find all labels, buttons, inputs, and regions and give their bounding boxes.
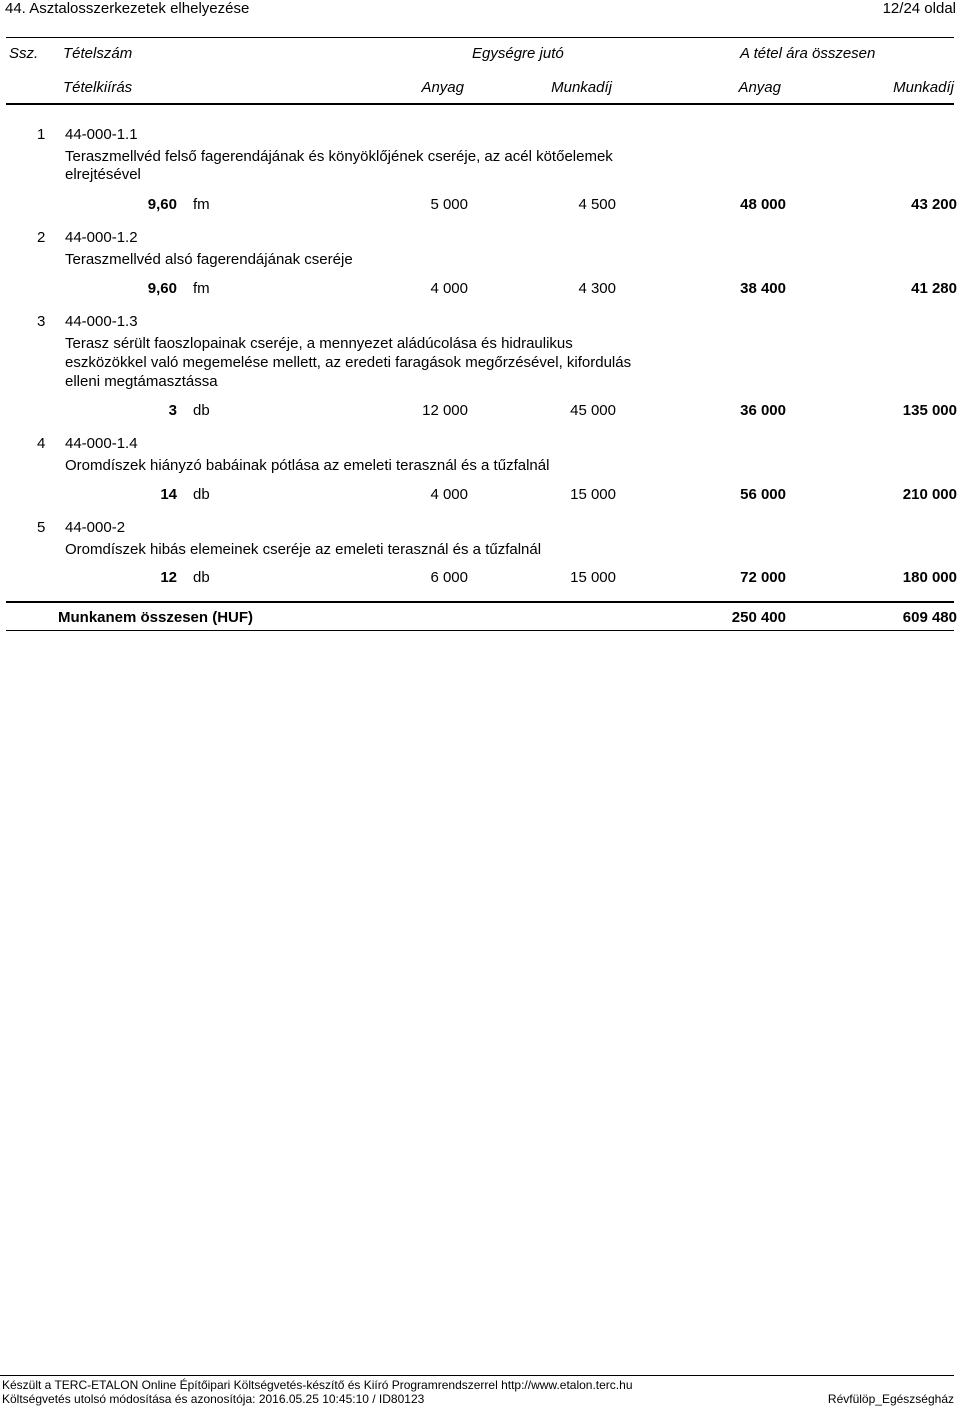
item-quantity: 9,60 (147, 196, 177, 213)
item-description: eszközökkel való megemelése mellett, az eredeti faragások megőrzésével, kifordulás (65, 354, 632, 371)
footer-modified: Költségvetés utolsó módosítása és azonosítója: 2016.05.25 10:45:10 / ID80123 (2, 1392, 425, 1406)
item-unit: db (193, 486, 210, 503)
item-number: 2 (37, 229, 46, 246)
page-number: 12/24 oldal (882, 0, 956, 17)
item-unit-anyag: 12 000 (422, 402, 468, 419)
item-unit-munkadij: 4 300 (578, 280, 616, 297)
item-description: Oromdíszek hibás elemeinek cseréje az emeleti terasznál és a tűzfalnál (65, 541, 542, 558)
item-unit-munkadij: 15 000 (570, 569, 616, 586)
item-unit: fm (193, 196, 210, 213)
item-total-munkadij: 210 000 (902, 486, 957, 503)
item-unit-anyag: 5 000 (430, 196, 468, 213)
item-unit-munkadij: 4 500 (578, 196, 616, 213)
item-code: 44-000-1.1 (65, 126, 138, 143)
item-unit: db (193, 569, 210, 586)
col-tetelkiiras: Tételkiírás (63, 79, 133, 96)
item-description: Teraszmellvéd alsó fagerendájának cseréje (65, 251, 353, 268)
item-quantity: 12 (160, 569, 177, 586)
item-number: 1 (37, 126, 46, 143)
item-code: 44-000-1.3 (65, 313, 138, 330)
document-title: 44. Asztalosszerkezetek elhelyezése (5, 0, 250, 17)
header-top-rule (6, 37, 954, 38)
summary-anyag: 250 400 (731, 609, 786, 626)
item-number: 5 (37, 519, 46, 536)
item-number: 4 (37, 435, 46, 452)
item-number: 3 (37, 313, 46, 330)
item-total-anyag: 36 000 (740, 402, 786, 419)
header-bottom-rule (6, 103, 954, 105)
item-total-munkadij: 43 200 (911, 196, 957, 213)
item-total-munkadij: 135 000 (902, 402, 957, 419)
item-code: 44-000-2 (65, 519, 126, 536)
item-unit-anyag: 4 000 (430, 486, 468, 503)
footer-rule (0, 1375, 954, 1376)
item-total-munkadij: 41 280 (911, 280, 957, 297)
col-munkadij-unit: Munkadíj (551, 79, 612, 96)
item-quantity: 9,60 (147, 280, 177, 297)
col-anyag-total: Anyag (738, 79, 781, 96)
item-description: elrejtésével (65, 166, 141, 183)
item-unit-anyag: 4 000 (430, 280, 468, 297)
summary-label: Munkanem összesen (HUF) (58, 609, 254, 626)
summary-munkadij: 609 480 (902, 609, 957, 626)
col-tetelszam: Tételszám (63, 45, 133, 62)
item-unit: db (193, 402, 210, 419)
item-description: Terasz sérült faoszlopainak cseréje, a mennyezet aládúcolása és hidraulikus (65, 335, 573, 352)
item-code: 44-000-1.4 (65, 435, 138, 452)
item-unit: fm (193, 280, 210, 297)
col-anyag-unit: Anyag (421, 79, 464, 96)
footer-credit: Készült a TERC-ETALON Online Építőipari Költségvetés-készítő és Kiíró Programrendszerrel http://www.etalon.terc.hu (2, 1378, 633, 1392)
summary-top-rule (6, 601, 954, 603)
item-total-anyag: 48 000 (740, 196, 786, 213)
footer-project-name: Révfülöp_Egészségház (827, 1392, 954, 1406)
col-egysegre-juto: Egységre jutó (472, 45, 564, 62)
item-unit-munkadij: 15 000 (570, 486, 616, 503)
item-description: Oromdíszek hiányzó babáinak pótlása az emeleti terasznál és a tűzfalnál (65, 457, 550, 474)
item-unit-anyag: 6 000 (430, 569, 468, 586)
item-quantity: 14 (160, 486, 177, 503)
item-quantity: 3 (168, 402, 177, 419)
item-description: elleni megtámasztássa (65, 373, 218, 390)
item-total-anyag: 38 400 (740, 280, 786, 297)
item-total-anyag: 56 000 (740, 486, 786, 503)
item-unit-munkadij: 45 000 (570, 402, 616, 419)
col-tetel-ara: A tétel ára összesen (740, 45, 876, 62)
col-ssz: Ssz. (9, 45, 39, 62)
col-munkadij-total: Munkadíj (893, 79, 954, 96)
item-code: 44-000-1.2 (65, 229, 138, 246)
item-total-munkadij: 180 000 (902, 569, 957, 586)
item-total-anyag: 72 000 (740, 569, 786, 586)
summary-bottom-rule (6, 630, 954, 631)
item-description: Teraszmellvéd felső fagerendájának és könyöklőjének cseréje, az acél kötőelemek (65, 148, 613, 165)
